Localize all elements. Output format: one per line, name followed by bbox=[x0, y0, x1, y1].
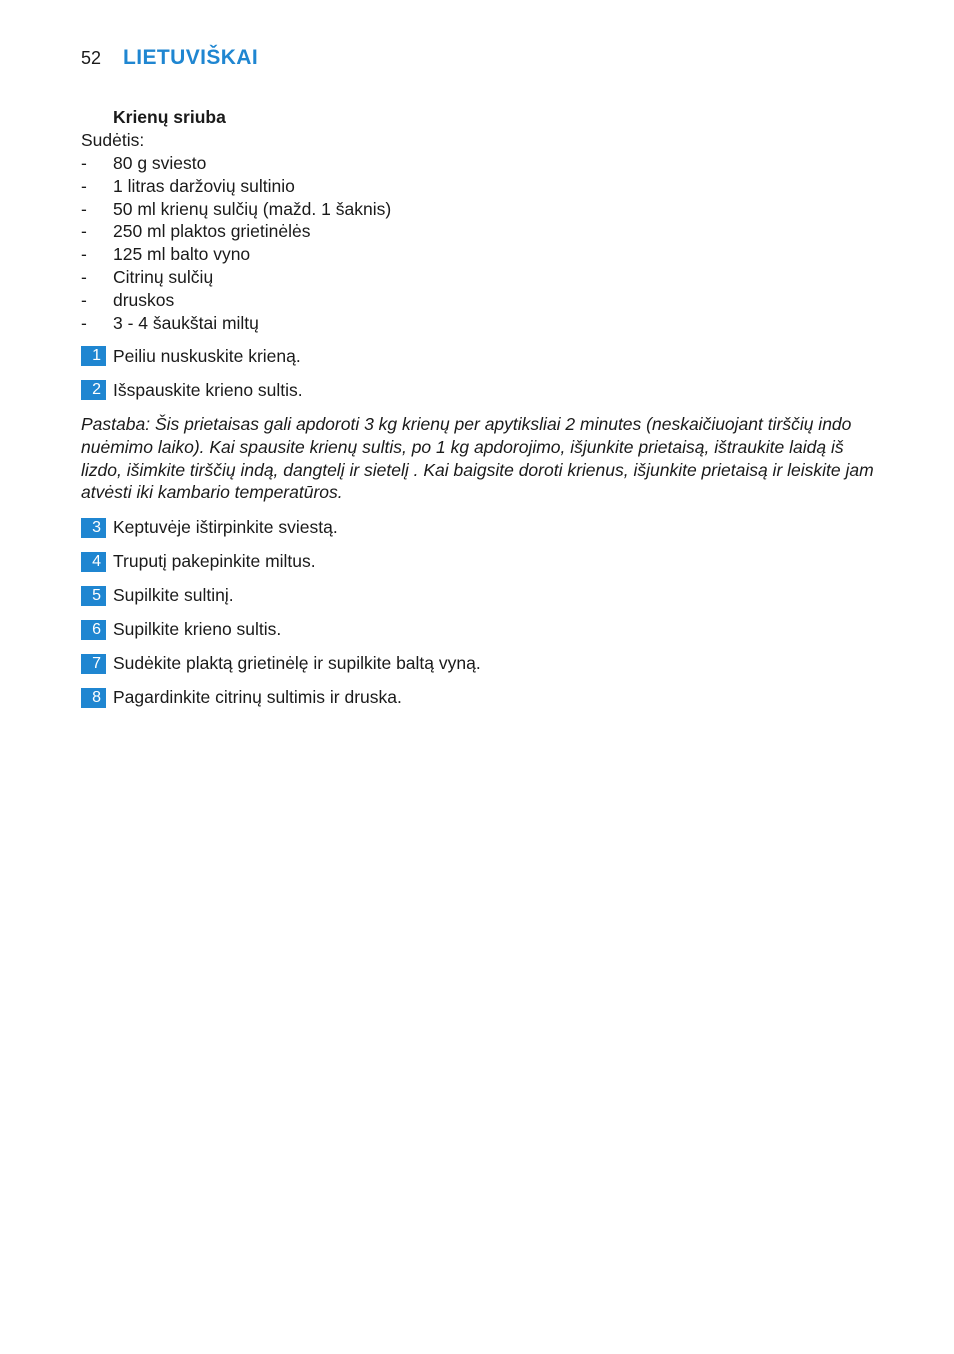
ingredient-text: 1 litras daržovių sultinio bbox=[113, 175, 295, 196]
ingredient-bullet: - bbox=[81, 312, 87, 333]
step-item bbox=[81, 653, 881, 675]
ingredient-bullet: - bbox=[81, 244, 87, 265]
ingredient-text: 250 ml plaktos grietinėlės bbox=[113, 221, 311, 242]
ingredient-item bbox=[81, 289, 881, 312]
steps-list-part-2 bbox=[81, 517, 881, 709]
step-text: Keptuvėje ištirpinkite sviestą. bbox=[113, 517, 338, 538]
ingredient-item bbox=[81, 243, 881, 266]
ingredient-bullet: - bbox=[81, 175, 87, 196]
step-item bbox=[81, 551, 881, 573]
step-item bbox=[81, 619, 881, 641]
ingredients-label: Sudėtis: bbox=[81, 130, 145, 150]
step-number-badge: 7 bbox=[81, 654, 106, 674]
ingredient-bullet: - bbox=[81, 266, 87, 287]
ingredient-text: 50 ml krienų sulčių (mažd. 1 šaknis) bbox=[113, 198, 392, 219]
steps-list-part-1 bbox=[81, 345, 881, 401]
ingredient-item bbox=[81, 152, 881, 175]
section-title: LIETUVIŠKAI bbox=[123, 46, 259, 69]
step-text: Supilkite sultinį. bbox=[113, 585, 234, 606]
ingredient-list bbox=[81, 152, 881, 334]
step-number-badge: 1 bbox=[81, 346, 106, 366]
ingredient-text: 125 ml balto vyno bbox=[113, 244, 251, 265]
step-text: Išspauskite krieno sultis. bbox=[113, 379, 303, 400]
ingredient-item bbox=[81, 175, 881, 198]
ingredient-bullet: - bbox=[81, 198, 87, 219]
step-item bbox=[81, 585, 881, 607]
ingredient-item bbox=[81, 220, 881, 243]
ingredient-item bbox=[81, 198, 881, 221]
step-number-badge: 5 bbox=[81, 586, 106, 606]
step-item bbox=[81, 345, 881, 367]
ingredient-bullet: - bbox=[81, 221, 87, 242]
note-paragraph: Pastaba: Šis prietaisas gali apdoroti 3 kg krienų per apytiksliai 2 minutes (neskaičiuojant tirščių indo nuėmimo laiko). Kai spausite krienų sultis, po 1 kg apdorojimo, išjunkite prietaisą, ištraukite laidą iš lizdo, išimkite tirščių indą, dangtelį ir sietelį . Kai baigsite doroti krienus, išjunkite prietaisą ir leiskite jam atvėsti iki kambario temperatūros. bbox=[81, 414, 874, 503]
step-number-badge: 2 bbox=[81, 380, 106, 400]
step-text: Peiliu nuskuskite krieną. bbox=[113, 345, 301, 366]
ingredient-item bbox=[81, 266, 881, 289]
step-number-badge: 4 bbox=[81, 552, 106, 572]
recipe-title: Krienų sriuba bbox=[113, 107, 226, 127]
ingredient-bullet: - bbox=[81, 153, 87, 173]
step-number-badge: 6 bbox=[81, 620, 106, 640]
ingredient-text: 3 - 4 šaukštai miltų bbox=[113, 312, 259, 333]
step-item bbox=[81, 379, 881, 401]
ingredient-item bbox=[81, 312, 881, 335]
step-text: Supilkite krieno sultis. bbox=[113, 619, 282, 640]
step-number-badge: 8 bbox=[81, 688, 106, 708]
step-text: Pagardinkite citrinų sultimis ir druska. bbox=[113, 687, 402, 708]
step-item bbox=[81, 687, 881, 709]
ingredient-text: Citrinų sulčių bbox=[113, 266, 214, 287]
ingredient-text: druskos bbox=[113, 289, 175, 310]
ingredient-text: 80 g sviesto bbox=[113, 153, 207, 173]
step-number-badge: 3 bbox=[81, 518, 106, 538]
step-text: Sudėkite plaktą grietinėlę ir supilkite baltą vyną. bbox=[113, 653, 481, 674]
step-item bbox=[81, 517, 881, 539]
page-number: 52 bbox=[81, 48, 102, 68]
step-text: Truputį pakepinkite miltus. bbox=[113, 551, 316, 572]
ingredient-bullet: - bbox=[81, 289, 87, 310]
page-header bbox=[81, 46, 258, 76]
recipe-content bbox=[81, 106, 881, 721]
